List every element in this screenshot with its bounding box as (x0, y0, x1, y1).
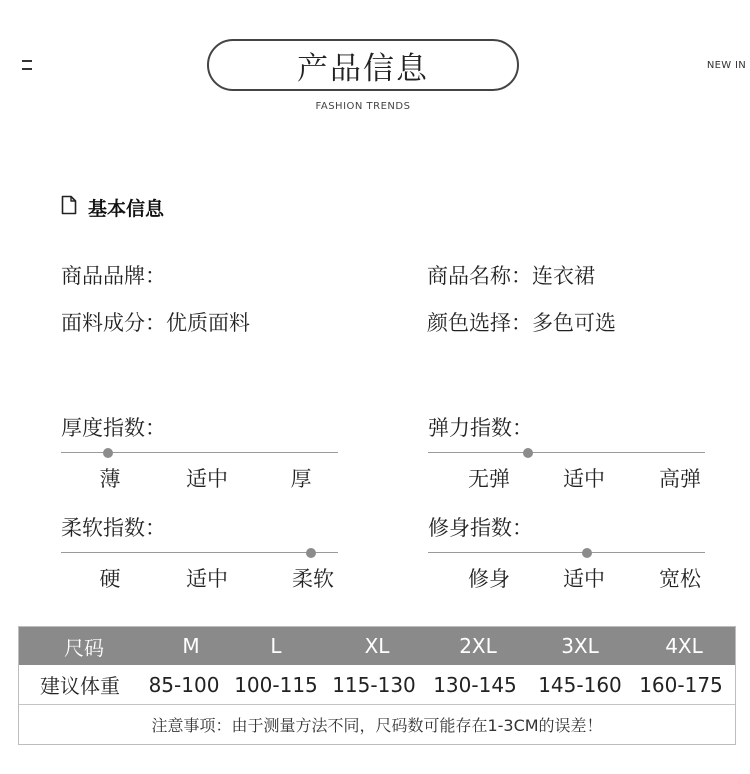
brand-field (61, 260, 166, 290)
elasticity-option-none: 无弹 (468, 467, 510, 491)
brand-label: 商品品牌： (61, 264, 166, 288)
fabric-field (61, 307, 250, 337)
menu-icon[interactable] (22, 58, 32, 72)
product-name-value: 连衣裙 (532, 264, 595, 288)
size-header-cell: 3XL (561, 634, 599, 658)
weight-row-label: 建议体重 (40, 674, 120, 698)
size-header-cell: L (270, 634, 282, 658)
fabric-label: 面料成分： (61, 311, 166, 335)
size-header-cell: 4XL (665, 634, 703, 658)
fit-option-slim: 修身 (468, 567, 510, 591)
weight-cell: 100-115 (234, 672, 318, 697)
softness-option-soft: 柔软 (292, 567, 334, 591)
new-in-label: NEW IN (706, 60, 746, 71)
thickness-indicator-dot (103, 448, 113, 458)
page-title: 产品信息 (207, 39, 519, 91)
fit-option-loose: 宽松 (659, 567, 701, 591)
section-title-basic-info: 基本信息 (88, 198, 165, 220)
weight-cell: 115-130 (332, 672, 416, 697)
size-header-cell: XL (364, 634, 390, 658)
elasticity-option-medium: 适中 (563, 467, 605, 491)
fit-index-label: 修身指数： (428, 516, 533, 540)
softness-scale-line (61, 552, 338, 553)
size-table-weight-row (19, 665, 735, 705)
weight-cell: 130-145 (433, 672, 517, 697)
elasticity-index-label: 弹力指数： (428, 416, 533, 440)
elasticity-scale-line (428, 452, 705, 453)
thickness-index-label: 厚度指数： (61, 416, 166, 440)
fit-option-medium: 适中 (563, 567, 605, 591)
size-table-header-row (19, 627, 735, 665)
size-table-note: 注意事项：由于测量方法不同，尺码数可能存在1-3CM的误差！ (151, 716, 603, 735)
weight-cell: 160-175 (639, 672, 723, 697)
softness-index-label: 柔软指数： (61, 516, 166, 540)
size-header-cell: 2XL (459, 634, 497, 658)
thickness-option-thin: 薄 (99, 467, 121, 491)
thickness-option-thick: 厚 (290, 467, 312, 491)
fit-indicator-dot (582, 548, 592, 558)
softness-option-hard: 硬 (99, 567, 121, 591)
softness-indicator-dot (306, 548, 316, 558)
fit-scale-line (428, 552, 705, 553)
color-value: 多色可选 (532, 311, 616, 335)
softness-option-medium: 适中 (186, 567, 228, 591)
color-label: 颜色选择： (427, 311, 532, 335)
weight-cell: 85-100 (148, 672, 220, 697)
document-icon (61, 195, 77, 215)
elasticity-indicator-dot (523, 448, 533, 458)
thickness-option-medium: 适中 (186, 467, 228, 491)
product-name-field (427, 260, 595, 290)
product-name-label: 商品名称： (427, 264, 532, 288)
elasticity-option-high: 高弹 (659, 467, 701, 491)
page-subtitle: FASHION TRENDS (315, 101, 411, 112)
size-header-cell: M (182, 634, 200, 658)
weight-cell: 145-160 (538, 672, 622, 697)
color-field (427, 307, 616, 337)
size-header-label: 尺码 (64, 635, 104, 660)
size-table (18, 626, 736, 745)
fabric-value: 优质面料 (166, 311, 250, 335)
